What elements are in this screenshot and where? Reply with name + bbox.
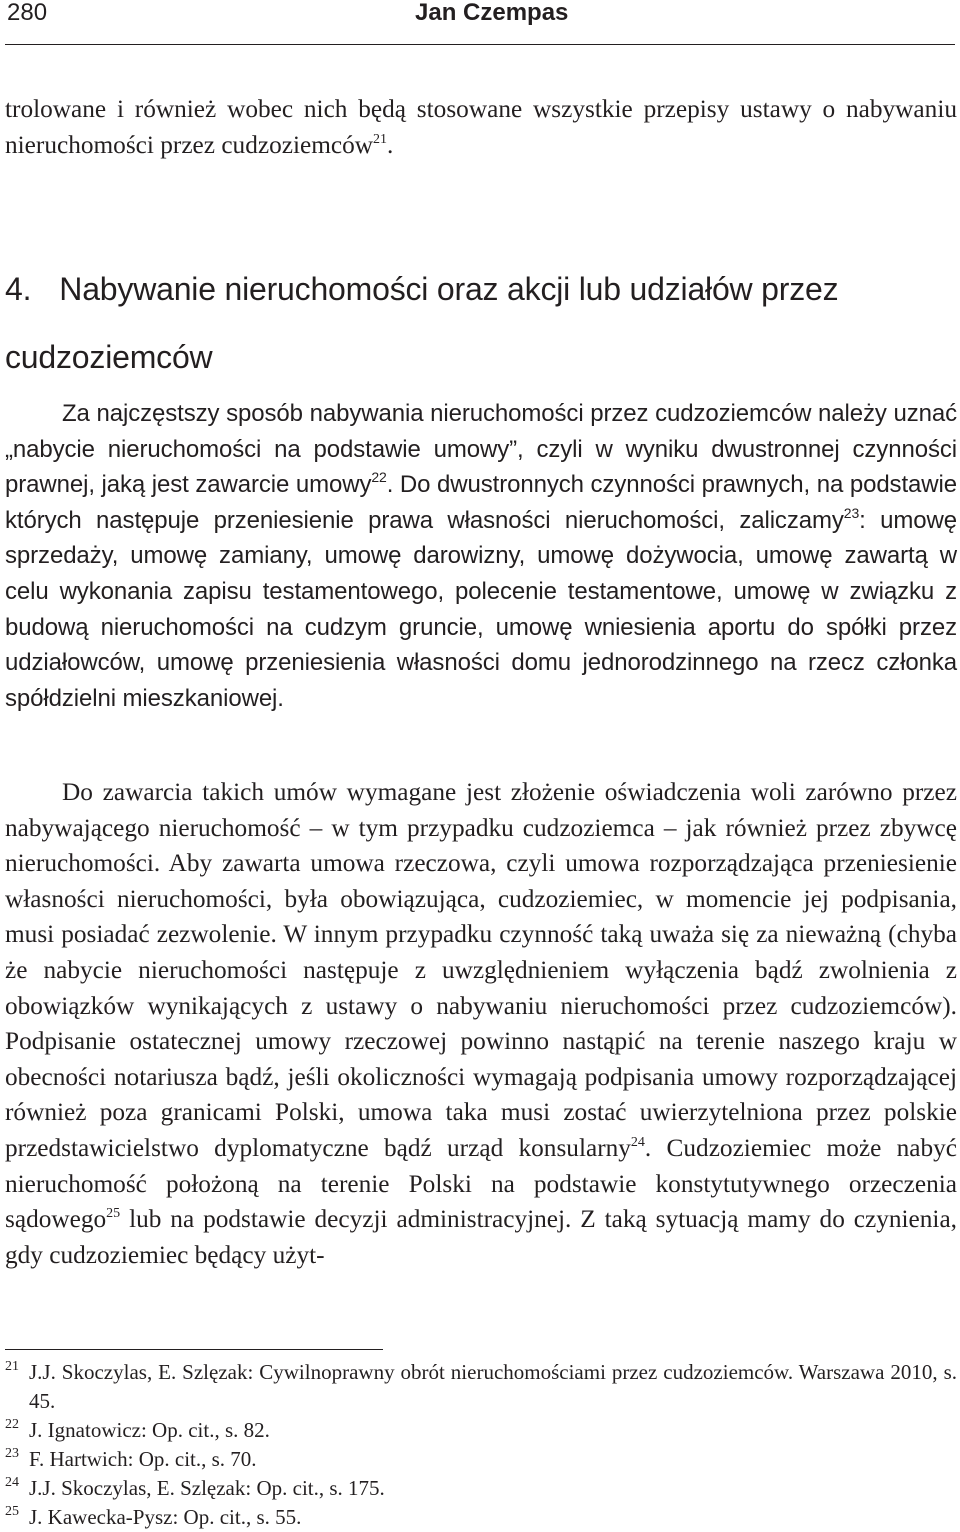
paragraph2-part1: Do zawarcia takich umów wymagane jest złożenie oświadczenia woli zarówno przez nabywającego nieruchomość – w tym przypadku cudzoziemca – jak również przez zbywcę nieruchomości. Aby zawarta umowa rzeczowa, czyli umowa rozporządzająca przeniesienie własności nieruchomości, była obowiązująca, cudzoziemiec, w momencie jej podpisania, musi posiadać zezwolenie. W innym przypadku czynność taką uważa się za nieważną (chyba że nabycie nieruchomości następuje z uwzględnieniem wyłączenia bądź zwolnienia z obowiązków wynikających z ustawy o nabywaniu nieruchomości przez cudzoziemców). Podpisanie ostatecznej umowy rzeczowej powinno nastąpić na terenie naszego kraju w obecności notariusza bądź, jeśli okoliczności wymagają podpisania umowy rozporządzającej również poza granicami Polski, umowa taka musi zostać uwierzytelniona przez polskie przedstawicielstwo dyplomatyczne bądź urząd konsularny xyxy=(5,778,957,1162)
footnote-ref-22[interactable]: 22 xyxy=(371,469,387,486)
body-paragraph-1 xyxy=(5,396,957,716)
intro-paragraph xyxy=(5,92,957,163)
footnote-text: J.J. Skoczylas, E. Szlęzak: Cywilnoprawny obrót nieruchomościami przez cudzoziemców. Warszawa 2010, s. 45. xyxy=(29,1360,957,1413)
footnote-ref-24[interactable]: 24 xyxy=(630,1134,645,1150)
section-number: 4. xyxy=(5,271,32,307)
paragraph2-part3: lub na podstawie decyzji administracyjnej. Z taką sytuacją mamy do czynienia, gdy cudzoziemiec będący użyt- xyxy=(5,1205,957,1269)
footnote-text: J. Kawecka-Pysz: Op. cit., s. 55. xyxy=(29,1505,302,1529)
running-head-author: Jan Czempas xyxy=(415,0,569,26)
footnote-number: 23 xyxy=(5,1446,19,1461)
intro-text: trolowane i również wobec nich będą stosowane wszystkie przepisy ustawy o nabywaniu nieruchomości przez cudzoziemców xyxy=(5,95,957,159)
footnote-ref-25[interactable]: 25 xyxy=(106,1206,121,1222)
section-heading xyxy=(5,255,905,391)
intro-end: . xyxy=(387,130,394,159)
footnote-text: F. Hartwich: Op. cit., s. 70. xyxy=(29,1447,257,1471)
footnote-text: J.J. Skoczylas, E. Szlęzak: Op. cit., s. 175. xyxy=(29,1476,385,1500)
footnote-item xyxy=(5,1416,957,1445)
footnote-number: 24 xyxy=(5,1475,19,1490)
paragraph1-rest: : umowę sprzedaży, umowę zamiany, umowę darowizny, umowę dożywocia, umowę zawartą w celu wykonania zapisu testamentowego, polecenie testamentowe, umowę w związku z budową nieruchomości na cudzym gruncie, umowę wniesienia aportu do spółki przez udziałowców, umowę przeniesienia własności domu jednorodzinnego na rzecz członka spółdzielni mieszkaniowej. xyxy=(5,506,957,712)
footnote-text: J. Ignatowicz: Op. cit., s. 82. xyxy=(29,1418,270,1442)
paragraph1-lead: Za najczęstszy sposób nabywania nieruchomości przez cudzoziemców należy uznać „nabycie nieruchomości na podstawie umowy”, czyli w wyniku dwustronnej czynności prawnej, jaką jest zawarcie umowy xyxy=(5,400,957,499)
footnote-item xyxy=(5,1503,957,1532)
footnote-item xyxy=(5,1445,957,1474)
page-number: 280 xyxy=(7,0,48,26)
footnotes-list xyxy=(5,1358,957,1532)
paragraph2-part2: . Cudzoziemiec może nabyć nieruchomość położoną na terenie Polski na podstawie konstytutywnego orzeczenia sądowego xyxy=(5,1133,957,1234)
footnote-divider xyxy=(5,1349,383,1350)
section-title: Nabywanie nieruchomości oraz akcji lub udziałów przez cudzoziemców xyxy=(5,271,839,375)
footnote-ref-21[interactable]: 21 xyxy=(373,131,388,147)
footnote-item xyxy=(5,1474,957,1503)
footnote-number: 25 xyxy=(5,1504,19,1519)
footnote-item xyxy=(5,1358,957,1416)
body-paragraph-2 xyxy=(5,775,957,1273)
footnote-ref-23[interactable]: 23 xyxy=(843,504,860,521)
footnote-number: 22 xyxy=(5,1417,19,1432)
paragraph1-mid: . Do dwustronnych czynności prawnych, na podstawie których następuje przeniesienie prawa własności nieruchomości, zaliczamy xyxy=(5,471,957,534)
page-header xyxy=(5,0,955,45)
footnote-number: 21 xyxy=(5,1359,19,1374)
